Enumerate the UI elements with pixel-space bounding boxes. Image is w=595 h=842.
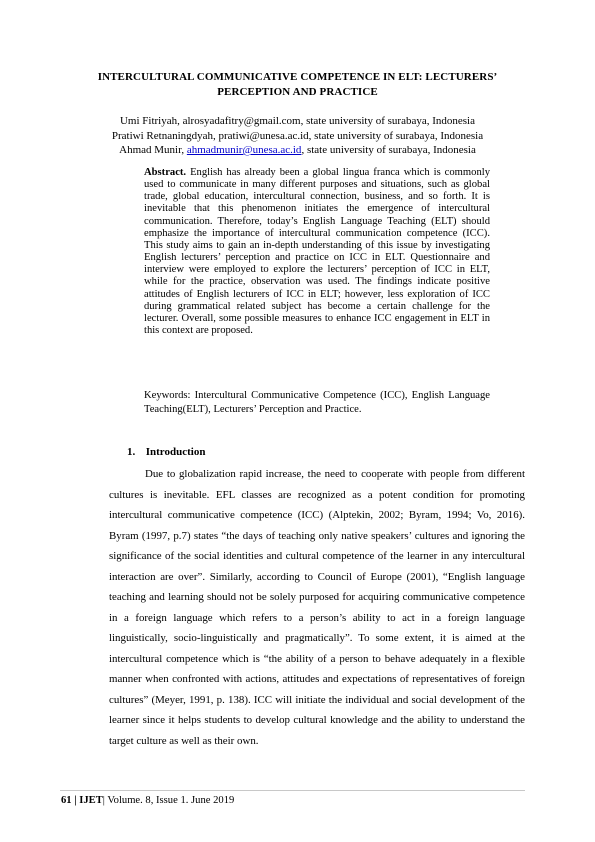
section-title: Introduction [145,446,206,458]
page-footer [61,794,234,808]
paper-title-line-1: INTERCULTURAL COMMUNICATIVE COMPETENCE IN ELT: LECTURERS’ [97,71,498,83]
journal-name: IJET [79,795,103,806]
page-number: 61 [61,795,72,806]
author-3 [60,143,535,158]
section-heading-introduction [127,445,205,459]
section-number: 1. [127,446,136,458]
paper-title [70,70,525,100]
introduction-paragraph: Due to globalization rapid increase, the need to cooperate with people from different cultures is inevitable. EFL classes are recognized as a potent condition for promoting intercultural communicative competence (ICC) (Alptekin, 2002; Byram, 1994; Vo, 2016). Byram (1997, p.7) states “the days of teaching only native speakers’ cultures and ignoring the significance of the social identities and cultural competence of the learner in any intercultural interaction are over”. Similarly, according to Council of Europe (2001), “English language teaching and learning should not be solely purposed for acquiring communicative competence in a foreign language which refers to a person’s ability to act in a foreign language linguistically, socio-linguistically and pragmatically”. To some extent, it is aimed at the intercultural competence which is “the ability of a person to behave adequately in a flexible manner when confronted with actions, attitudes and expectations of representatives of foreign cultures” (Meyer, 1991, p. 138). ICC will initiate the individual and social development of the learner since it helps students to develop cultural knowledge and the ability to understand the target culture as well as their own. [109,468,525,747]
abstract [144,167,490,337]
issue-info: | Volume. 8, Issue 1. June 2019 [102,795,235,806]
abstract-label: Abstract. [144,167,187,178]
footer-divider [60,790,525,791]
footer-separator: | [71,795,80,806]
abstract-text: English has already been a global lingua franca which is commonly used to communicate in many different purposes and situations, such as global trade, global education, intercultural connection, business, and so forth. It is inevitable that this phenomenon initiates the emergence of intercultural communication. Therefore, today’s English Language Teaching (ELT) should emphasize the importance of intercultural communication competence (ICC). This study aims to gain an in-depth understanding of this issue by investigating English lecturers’ perception and practice on ICC in ELT. Questionnaire and interview were employed to explore the lecturers’ perception of ICC in ELT, while for the practice, observation was used. The findings indicate positive attitudes of English lecturers of ICC in ELT; however, less exploration of ICC during grammatical related subject has become a certain challenge for the lecturer. Overall, some possible measures to enhance ICC engagement in ELT in this context are proposed. [144,167,490,337]
author-2: Pratiwi Retnaningdyah, pratiwi@unesa.ac.id, state university of surabaya, Indonesia [111,129,484,142]
author-list [60,114,535,158]
author-1: Umi Fitriyah, alrosyadafitry@gmail.com, state university of surabaya, Indonesia [119,115,475,127]
paper-title-line-2: PERCEPTION AND PRACTICE [217,86,378,98]
author-3-email-link[interactable]: ahmadmunir@unesa.ac.id [186,144,302,156]
keywords: Keywords: Intercultural Communicative Competence (ICC), English Language Teaching(ELT), Lecturers’ Perception and Practice. [144,390,490,415]
author-3-name: Ahmad Munir, [119,144,187,156]
author-3-affiliation: , state university of surabaya, Indonesia [301,144,476,156]
